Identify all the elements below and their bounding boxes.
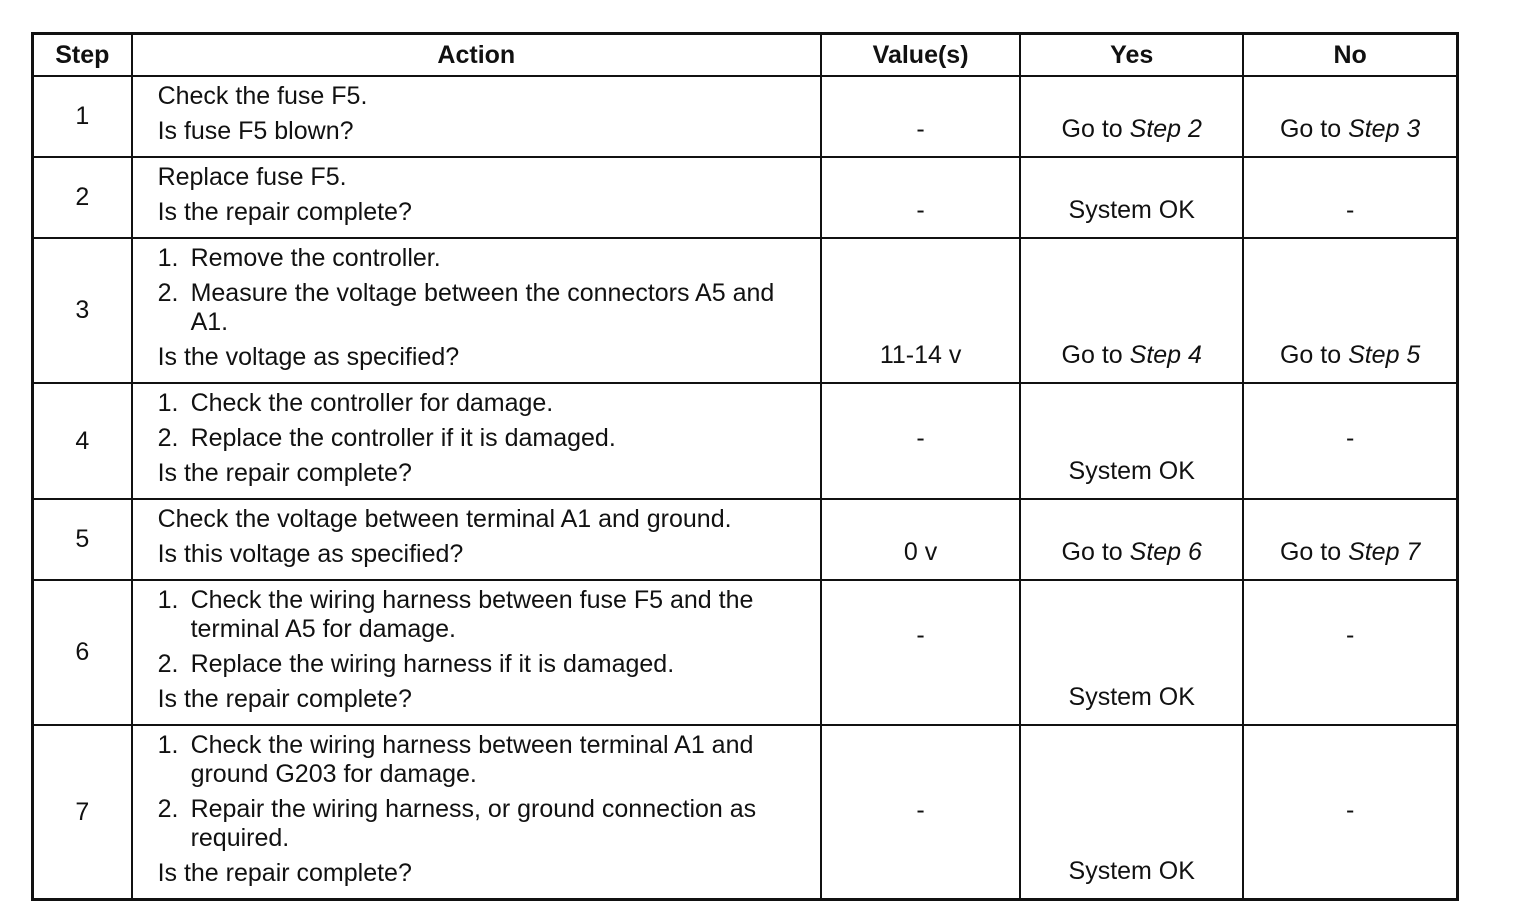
no-step-link[interactable]: Step 3 — [1348, 115, 1421, 143]
action-line: Check the fuse F5. — [157, 82, 368, 110]
action-item-number: 1. — [157, 244, 179, 272]
yes-text — [1021, 538, 1242, 567]
no-cell — [1243, 238, 1457, 383]
table-row — [33, 157, 1458, 238]
action-numbered-item — [158, 586, 810, 644]
yes-label: System OK — [1068, 683, 1195, 711]
yes-cell — [1020, 238, 1243, 383]
action-numbered-item — [158, 731, 810, 789]
yes-text — [1021, 341, 1242, 370]
yes-cell — [1020, 76, 1243, 157]
yes-prefix: Go to — [1061, 538, 1123, 566]
yes-text — [1021, 457, 1242, 486]
yes-text — [1021, 115, 1242, 144]
no-step-link[interactable]: Step 7 — [1348, 538, 1421, 566]
action-numbered-item — [158, 650, 810, 679]
table-row — [33, 725, 1458, 900]
yes-step-link[interactable]: Step 4 — [1129, 341, 1202, 369]
step-number: 6 — [33, 580, 132, 725]
value-cell — [821, 76, 1020, 157]
action-item-number: 2. — [157, 795, 179, 823]
table-row — [33, 580, 1458, 725]
table-row — [33, 499, 1458, 580]
action-numbered-item — [158, 389, 810, 418]
action-cell — [132, 580, 821, 725]
no-prefix: Go to — [1279, 115, 1342, 143]
table-row — [33, 383, 1458, 499]
value-text: - — [916, 796, 925, 824]
yes-label: System OK — [1068, 857, 1195, 885]
value-cell — [821, 499, 1020, 580]
no-text — [1244, 115, 1456, 144]
action-line: Is the repair complete? — [157, 459, 412, 487]
no-step-link[interactable]: Step 5 — [1348, 341, 1421, 369]
no-prefix: Go to — [1279, 538, 1342, 566]
value-cell — [821, 725, 1020, 900]
action-item-number: 2. — [157, 424, 179, 452]
value-cell — [821, 383, 1020, 499]
action-cell — [132, 725, 821, 900]
value-text: - — [916, 621, 925, 649]
no-text — [1244, 341, 1456, 370]
no-label: - — [1345, 196, 1355, 224]
yes-cell — [1020, 157, 1243, 238]
action-line: Is the repair complete? — [157, 685, 412, 713]
yes-text — [1021, 857, 1242, 886]
yes-text — [1021, 683, 1242, 712]
action-item-number: 1. — [157, 731, 179, 759]
action-numbered-item — [158, 424, 810, 453]
value-text: - — [916, 115, 925, 143]
value-cell — [821, 580, 1020, 725]
no-cell — [1243, 383, 1457, 499]
action-item-text: Measure the voltage between the connectors A5 and A1. — [190, 279, 775, 336]
no-cell — [1243, 157, 1457, 238]
action-line: Is this voltage as specified? — [157, 540, 464, 568]
action-line: Is the repair complete? — [157, 859, 412, 887]
value-text: 0 v — [903, 538, 938, 566]
no-text — [1244, 796, 1456, 825]
header-values: Value(s) — [821, 34, 1020, 77]
no-label: - — [1345, 621, 1355, 649]
no-prefix: Go to — [1279, 341, 1342, 369]
yes-step-link[interactable]: Step 6 — [1129, 538, 1202, 566]
action-item-text: Remove the controller. — [190, 244, 441, 272]
step-number: 2 — [33, 157, 132, 238]
no-cell — [1243, 76, 1457, 157]
no-cell — [1243, 580, 1457, 725]
no-cell — [1243, 499, 1457, 580]
no-text — [1244, 424, 1456, 453]
no-text — [1244, 538, 1456, 567]
action-item-number: 2. — [157, 650, 179, 678]
step-number: 4 — [33, 383, 132, 499]
header-action: Action — [132, 34, 821, 77]
table-row — [33, 238, 1458, 383]
yes-cell — [1020, 725, 1243, 900]
header-yes: Yes — [1020, 34, 1243, 77]
action-item-text: Repair the wiring harness, or ground connection as required. — [190, 795, 757, 852]
yes-cell — [1020, 580, 1243, 725]
no-label: - — [1345, 796, 1355, 824]
action-item-text: Replace the controller if it is damaged. — [190, 424, 616, 452]
yes-text — [1021, 196, 1242, 225]
yes-cell — [1020, 383, 1243, 499]
action-item-number: 2. — [157, 279, 179, 307]
value-text: 11-14 v — [879, 341, 962, 369]
action-line: Is the voltage as specified? — [157, 343, 460, 371]
table-row — [33, 76, 1458, 157]
action-cell — [132, 157, 821, 238]
no-text — [1244, 621, 1456, 650]
action-item-text: Check the wiring harness between terminal A1 and ground G203 for damage. — [190, 731, 754, 788]
yes-step-link[interactable]: Step 2 — [1129, 115, 1202, 143]
step-number: 3 — [33, 238, 132, 383]
action-numbered-item — [158, 795, 810, 853]
action-item-text: Check the wiring harness between fuse F5 and the terminal A5 for damage. — [190, 586, 754, 643]
action-cell — [132, 238, 821, 383]
diagnostic-table — [31, 32, 1459, 901]
yes-prefix: Go to — [1061, 115, 1123, 143]
action-line: Is fuse F5 blown? — [157, 117, 354, 145]
header-no: No — [1243, 34, 1457, 77]
step-number: 1 — [33, 76, 132, 157]
action-line: Is the repair complete? — [157, 198, 412, 226]
action-item-number: 1. — [157, 586, 179, 614]
action-cell — [132, 383, 821, 499]
action-line: Check the voltage between terminal A1 and ground. — [157, 505, 732, 533]
value-text: - — [916, 196, 925, 224]
action-cell — [132, 76, 821, 157]
action-item-text: Check the controller for damage. — [190, 389, 554, 417]
header-row — [33, 34, 1458, 77]
no-cell — [1243, 725, 1457, 900]
no-label: - — [1345, 424, 1355, 452]
action-item-text: Replace the wiring harness if it is damaged. — [190, 650, 675, 678]
action-item-number: 1. — [157, 389, 179, 417]
action-numbered-item — [158, 244, 810, 273]
value-text: - — [916, 424, 925, 452]
action-cell — [132, 499, 821, 580]
no-text — [1244, 196, 1456, 225]
yes-cell — [1020, 499, 1243, 580]
value-cell — [821, 238, 1020, 383]
action-numbered-item — [158, 279, 810, 337]
yes-label: System OK — [1068, 457, 1195, 485]
step-number: 5 — [33, 499, 132, 580]
header-step: Step — [33, 34, 132, 77]
yes-prefix: Go to — [1061, 341, 1123, 369]
yes-label: System OK — [1068, 196, 1195, 224]
step-number: 7 — [33, 725, 132, 900]
value-cell — [821, 157, 1020, 238]
action-line: Replace fuse F5. — [157, 163, 347, 191]
